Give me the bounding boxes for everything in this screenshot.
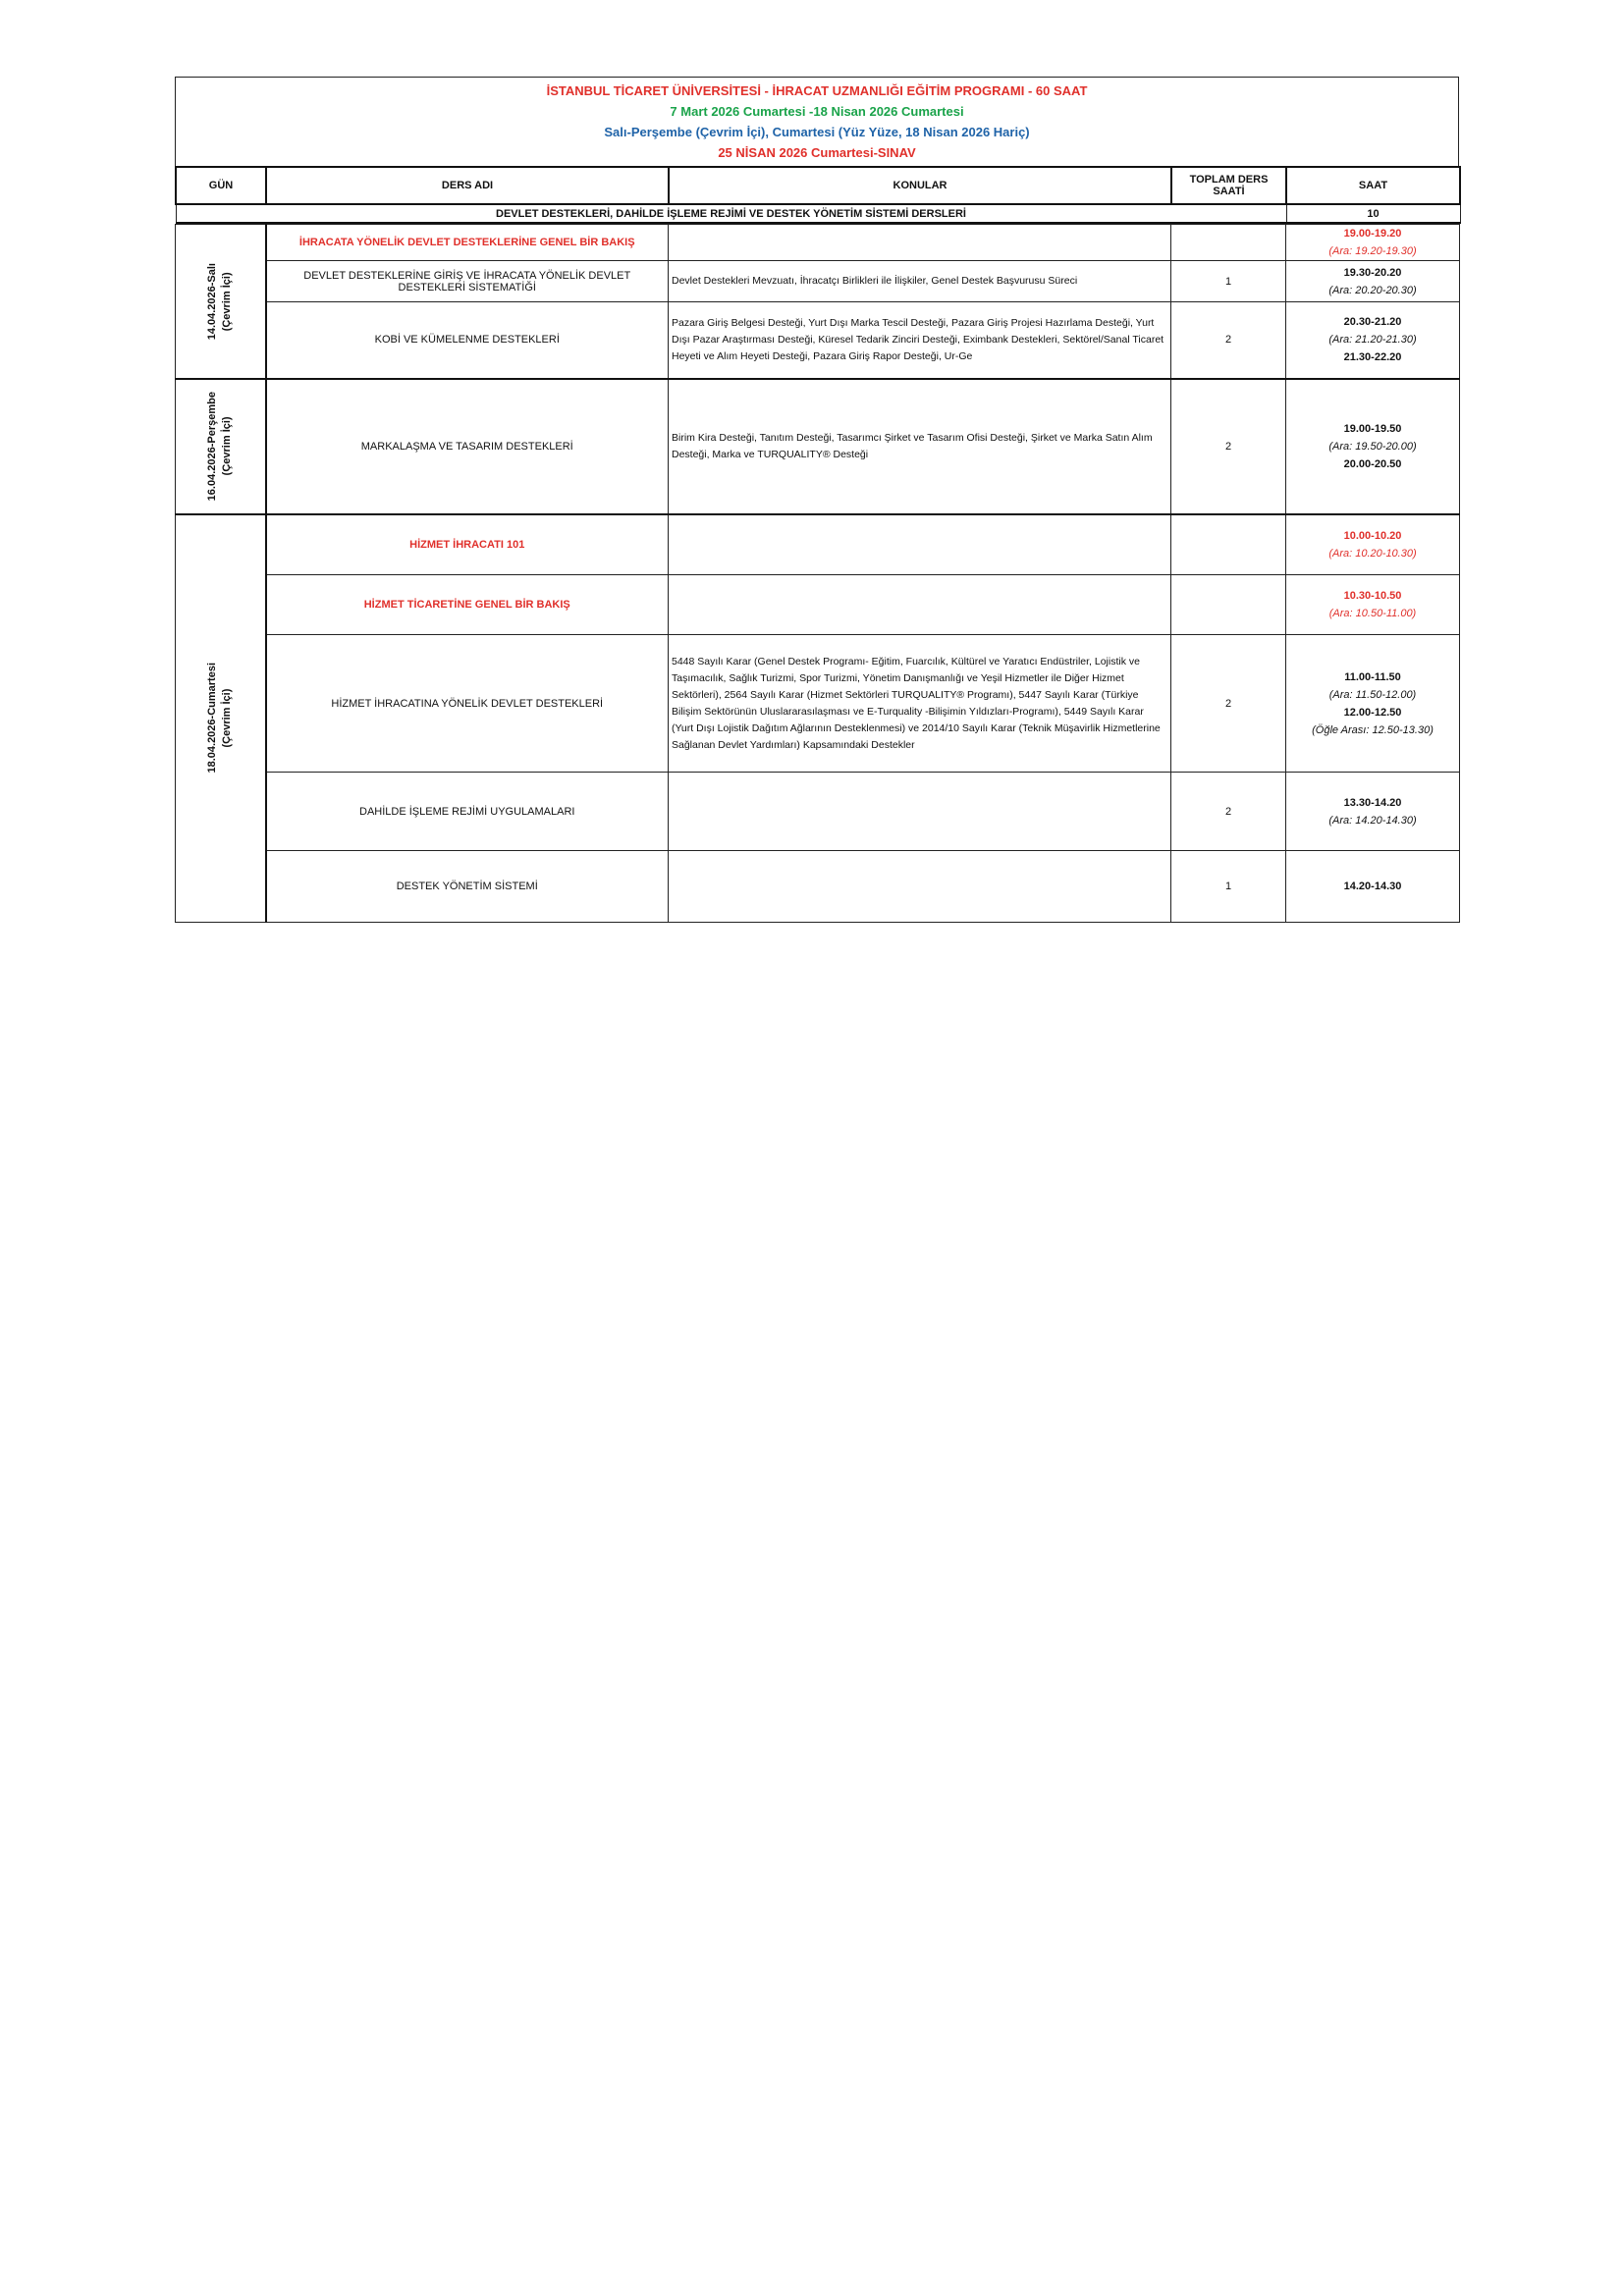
time-slot: 20.00-20.50 <box>1343 457 1402 470</box>
course-name: HİZMET İHRACATINA YÖNELİK DEVLET DESTEKLERİ <box>266 635 669 773</box>
course-hours: 2 <box>1171 302 1286 379</box>
day-date: 16.04.2026-Perşembe <box>206 391 219 502</box>
time-slot: 19.00-19.50 <box>1343 422 1402 435</box>
section-row <box>176 204 1460 223</box>
table-row <box>176 302 1460 379</box>
lunch-break: (Öğle Arası: 12.50-13.30) <box>1312 723 1434 736</box>
course-name: MARKALAŞMA VE TASARIM DESTEKLERİ <box>266 379 669 514</box>
table-row <box>176 379 1460 514</box>
col-gun: GÜN <box>176 167 266 204</box>
schedule-body <box>175 224 1460 923</box>
schedule-table <box>175 166 1461 224</box>
break-time: (Ara: 21.20-21.30) <box>1328 334 1417 347</box>
break-time: (Ara: 19.50-20.00) <box>1328 440 1417 453</box>
table-row <box>176 225 1460 261</box>
day-date: 18.04.2026-Cumartesi <box>206 663 219 774</box>
course-topics: 5448 Sayılı Karar (Genel Destek Programı- Eğitim, Fuarcılık, Kültürel ve Yaratıcı Endüstriler, Lojistik ve Taşımacılık, Sağlık Turizmi, Spor Turizmi, Yönetim Danışmanlığı ve Yeşil Hizmetler ile Diğer Hizmet Sektörleri), 2564 Sayılı Karar (Hizmet Sektörleri TURQUALITY® Programı), 5447 Sayılı Karar (Türkiye Bilişim Sektörünün Uluslararasılaşması ve E-Turquality -Bilişimin Yıldızları-Programı), 5449 Sayılı Karar (Yurt Dışı Lojistik Dağıtım Ağlarının Desteklenmesi) ve 2014/10 Sayılı Karar (Teknik Müşavirlik Hizmetlerine Sağlanan Devlet Yardımları) Kapsamındaki Destekler <box>669 635 1171 773</box>
time-slot: 12.00-12.50 <box>1343 706 1402 719</box>
col-toplam <box>1171 167 1286 204</box>
course-topics <box>669 225 1171 261</box>
col-saat: SAAT <box>1286 167 1460 204</box>
time-slot: 19.00-19.20 <box>1343 228 1402 240</box>
day-cell-3 <box>176 514 266 923</box>
course-time <box>1286 379 1460 514</box>
course-time <box>1286 851 1460 923</box>
course-topics: Pazara Giriş Belgesi Desteği, Yurt Dışı Marka Tescil Desteği, Pazara Giriş Projesi Hazırlama Desteği, Yurt Dışı Pazar Araştırması Desteği, Küresel Tedarik Zinciri Desteği, Eximbank Destekleri, Sektörel/Sanal Ticaret Heyeti ve Alım Heyeti Desteği, Pazara Giriş Rapor Desteği, Ur-Ge <box>669 302 1171 379</box>
course-topics <box>669 575 1171 635</box>
table-row <box>176 635 1460 773</box>
day-mode: (Çevrim İçi) <box>221 271 234 331</box>
course-hours <box>1171 575 1286 635</box>
time-slot: 13.30-14.20 <box>1343 796 1402 809</box>
break-time: (Ara: 20.20-20.30) <box>1328 284 1417 296</box>
break-time: (Ara: 10.50-11.00) <box>1328 608 1417 619</box>
time-slot: 10.30-10.50 <box>1343 590 1402 602</box>
course-hours: 1 <box>1171 851 1286 923</box>
day-cell-2 <box>176 379 266 514</box>
program-header <box>175 77 1459 166</box>
time-slot: 10.00-10.20 <box>1343 529 1402 542</box>
time-slot: 20.30-21.20 <box>1343 316 1402 329</box>
course-topics <box>669 514 1171 575</box>
course-name: İHRACATA YÖNELİK DEVLET DESTEKLERİNE GENEL BİR BAKIŞ <box>266 225 669 261</box>
course-time <box>1286 514 1460 575</box>
course-topics <box>669 773 1171 851</box>
course-hours: 2 <box>1171 635 1286 773</box>
header-title: İSTANBUL TİCARET ÜNİVERSİTESİ - İHRACAT UZMANLIĞI EĞİTİM PROGRAMI - 60 SAAT <box>546 82 1088 98</box>
header-exam: 25 NİSAN 2026 Cumartesi-SINAV <box>718 144 916 160</box>
column-header-row <box>176 167 1460 204</box>
course-time <box>1286 302 1460 379</box>
break-time: (Ara: 10.20-10.30) <box>1328 547 1417 560</box>
break-time: (Ara: 19.20-19.30) <box>1328 245 1417 257</box>
course-name: KOBİ VE KÜMELENME DESTEKLERİ <box>266 302 669 379</box>
time-slot: 11.00-11.50 <box>1344 670 1401 683</box>
course-name: DAHİLDE İŞLEME REJİMİ UYGULAMALARI <box>266 773 669 851</box>
program-sheet <box>175 77 1459 923</box>
header-dates: 7 Mart 2026 Cumartesi -18 Nisan 2026 Cumartesi <box>670 103 964 119</box>
course-name: DEVLET DESTEKLERİNE GİRİŞ VE İHRACATA YÖNELİK DEVLET DESTEKLERİ SİSTEMATİĞİ <box>266 261 669 302</box>
course-time <box>1286 575 1460 635</box>
course-time <box>1286 773 1460 851</box>
table-row <box>176 514 1460 575</box>
day-date: 14.04.2026-Salı <box>206 262 219 340</box>
table-row <box>176 575 1460 635</box>
time-slot: 19.30-20.20 <box>1343 266 1402 279</box>
course-time <box>1286 635 1460 773</box>
course-name: DESTEK YÖNETİM SİSTEMİ <box>266 851 669 923</box>
course-hours <box>1171 225 1286 261</box>
course-name: HİZMET TİCARETİNE GENEL BİR BAKIŞ <box>266 575 669 635</box>
course-hours: 1 <box>1171 261 1286 302</box>
col-konular: KONULAR <box>669 167 1171 204</box>
section-title: DEVLET DESTEKLERİ, DAHİLDE İŞLEME REJİMİ VE DESTEK YÖNETİM SİSTEMİ DERSLERİ <box>176 204 1286 223</box>
course-topics: Birim Kira Desteği, Tanıtım Desteği, Tasarımcı Şirket ve Tasarım Ofisi Desteği, Şirket ve Marka Satın Alım Desteği, Marka ve TURQUALITY® Desteği <box>669 379 1171 514</box>
course-hours: 2 <box>1171 773 1286 851</box>
time-slot: 21.30-22.20 <box>1343 351 1402 364</box>
day-mode: (Çevrim İçi) <box>221 416 234 476</box>
col-ders-adi: DERS ADI <box>266 167 669 204</box>
time-slot: 14.20-14.30 <box>1343 881 1402 892</box>
break-time: (Ara: 14.20-14.30) <box>1328 814 1417 827</box>
course-time <box>1286 225 1460 261</box>
course-time <box>1286 261 1460 302</box>
day-cell-1 <box>176 225 266 379</box>
course-topics: Devlet Destekleri Mevzuatı, İhracatçı Birlikleri ile İlişkiler, Genel Destek Başvurusu Süreci <box>669 261 1171 302</box>
col-toplam-line2: SAATİ <box>1213 186 1245 197</box>
section-total: 10 <box>1286 204 1460 223</box>
course-hours: 2 <box>1171 379 1286 514</box>
course-topics <box>669 851 1171 923</box>
header-format: Salı-Perşembe (Çevrim İçi), Cumartesi (Yüz Yüze, 18 Nisan 2026 Hariç) <box>604 124 1030 139</box>
course-name: HİZMET İHRACATI 101 <box>266 514 669 575</box>
table-row <box>176 851 1460 923</box>
table-row <box>176 773 1460 851</box>
break-time: (Ara: 11.50-12.00) <box>1328 688 1417 701</box>
course-hours <box>1171 514 1286 575</box>
table-row <box>176 261 1460 302</box>
day-mode: (Çevrim İçi) <box>221 688 234 748</box>
col-toplam-line1: TOPLAM DERS <box>1189 174 1269 186</box>
